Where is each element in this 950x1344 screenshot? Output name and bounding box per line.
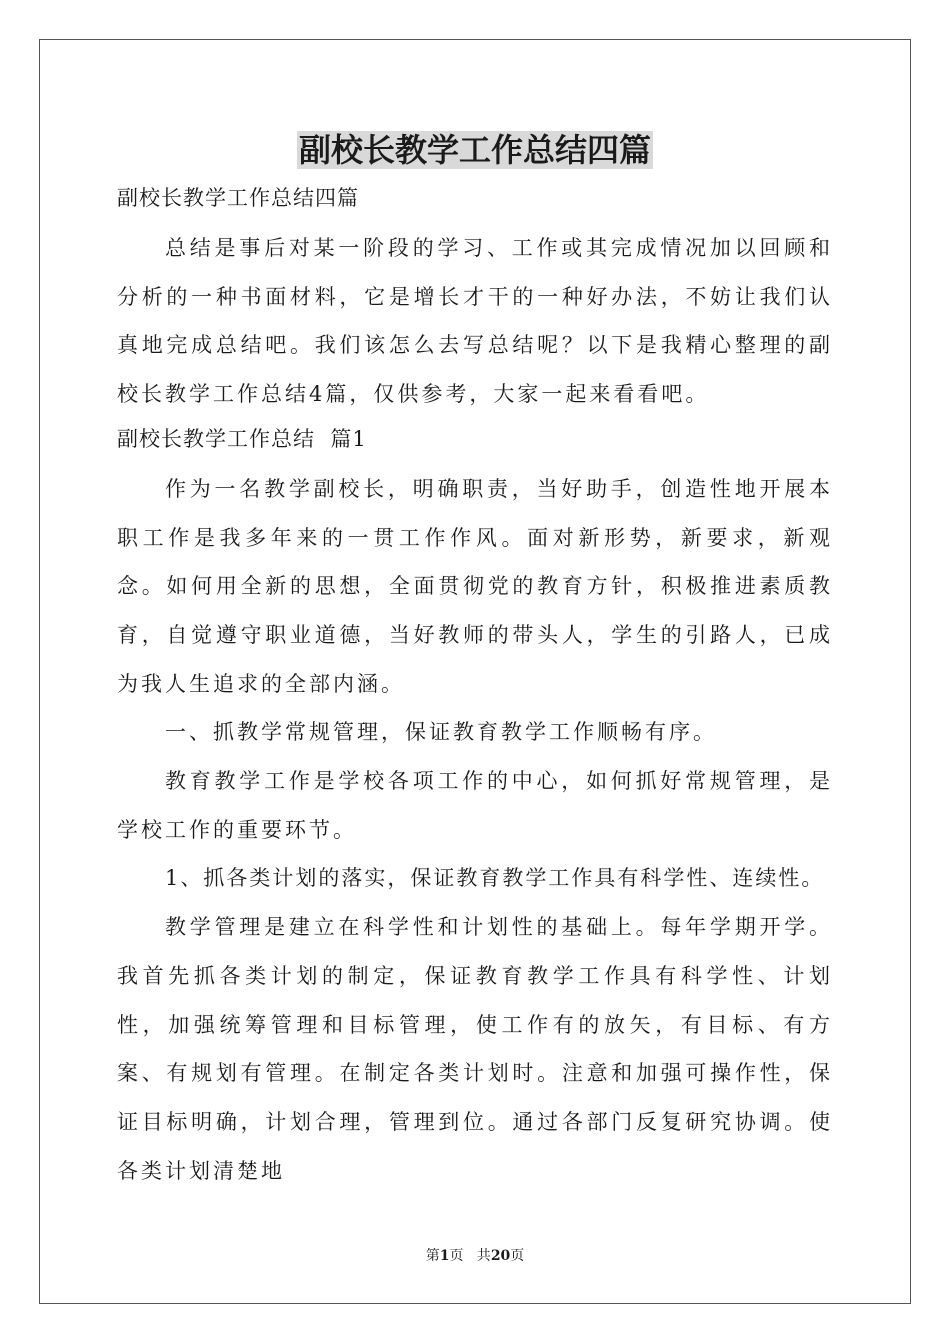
document-subtitle: 副校长教学工作总结四篇 — [117, 186, 359, 210]
footer-mid: 页 共 — [449, 1248, 491, 1264]
document-title — [0, 128, 950, 172]
footer-suffix: 页 — [510, 1248, 525, 1264]
footer-prefix: 第 — [425, 1248, 440, 1264]
intro-paragraph: 总结是事后对某一阶段的学习、工作或其完成情况加以回顾和分析的一种书面材料，它是增长才干的一种好办法，不妨让我们认真地完成总结吧。我们该怎么去写总结呢？以下是我精心整理的副校长教学工作总结4篇，仅供参考，大家一起来看看吧。 — [117, 236, 833, 407]
document-body — [117, 178, 833, 1195]
page-footer — [0, 1246, 950, 1266]
footer-current-page: 1 — [439, 1248, 450, 1264]
body-paragraph: 作为一名教学副校长，明确职责，当好助手，创造性地开展本职工作是我多年来的一贯工作作风。面对新形势，新要求，新观念。如何用全新的思想，全面贯彻党的教育方针，积极推进素质教育，自觉遵守职业道德，当好教师的带头人，学生的引路人，已成为我人生追求的全部内涵。 — [117, 476, 833, 696]
footer-total-pages: 20 — [490, 1248, 511, 1264]
body-paragraph: 一、抓教学常规管理，保证教育教学工作顺畅有序。 — [165, 720, 717, 745]
body-paragraph: 教学管理是建立在科学性和计划性的基础上。每年学期开学。我首先抓各类计划的制定，保证教育教学工作具有科学性、计划性，加强统筹管理和目标管理，使工作有的放矢，有目标、有方案、有规划有管理。在制定各类计划时。注意和加强可操作性，保证目标明确，计划合理，管理到位。通过各部门反复研究协调。使各类计划清楚地 — [117, 915, 833, 1183]
body-paragraph: 1、抓各类计划的落实，保证教育教学工作具有科学性、连续性。 — [165, 866, 825, 891]
section-heading: 副校长教学工作总结 篇1 — [117, 426, 367, 451]
body-paragraph: 教育教学工作是学校各项工作的中心，如何抓好常规管理，是学校工作的重要环节。 — [117, 769, 833, 842]
document-title-text: 副校长教学工作总结四篇 — [298, 131, 651, 169]
